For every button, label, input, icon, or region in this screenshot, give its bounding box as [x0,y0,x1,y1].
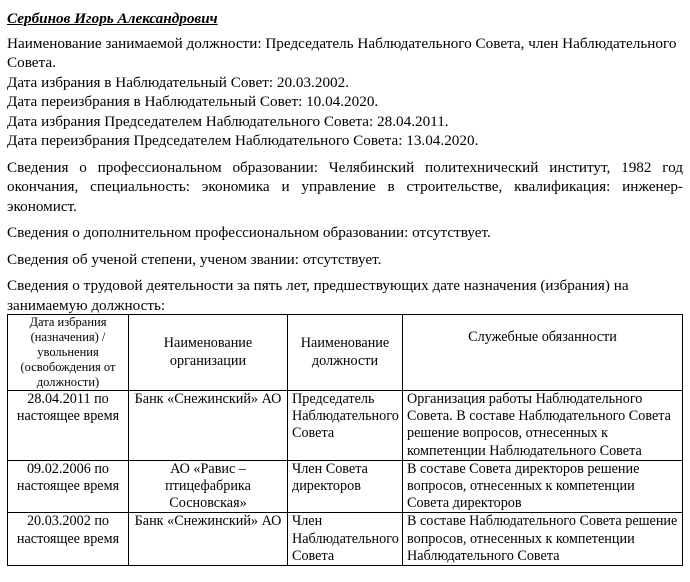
table-row [8,391,683,461]
chair-reelection-date: Дата переизбрания Председателем Наблюдательного Совета: 13.04.2020. [7,132,479,149]
work-history-intro: Сведения о трудовой деятельности за пять лет, предшествующих дате назначения (избрания) на занимаемую должность: [7,277,629,314]
person-name: Сербинов Игорь Александрович [7,10,218,27]
header-duties: Служебные обязанности [403,315,683,391]
academic-degree: Сведения об ученой степени, ученом звании: отсутствует. [7,250,382,268]
position-title: Наименование занимаемой должности: Председатель Наблюдательного Совета, член Наблюдательного Совета. [7,34,677,71]
row-date: 28.04.2011 по настоящее время [8,391,129,461]
table-row [8,460,683,513]
row-organization: Банк «Снежинский» АО [129,391,288,461]
row-position: Председатель Наблюдательного Совета [288,391,403,461]
row-duties: Организация работы Наблюдательного Совета. В составе Наблюдательного Совета решение вопросов, отнесенных к компетенции Наблюдательного Совета [403,391,683,461]
row-position: Член Совета директоров [288,460,403,513]
table-header-row [8,315,683,391]
board-election-date: Дата избрания в Наблюдательный Совет: 20.03.2002. [7,73,350,91]
row-date: 09.02.2006 по настоящее время [8,460,129,513]
row-organization: АО «Равис – птицефабрика Сосновская» [129,460,288,513]
table-row [8,513,683,566]
document-body [7,9,683,315]
header-date: Дата избрания (назначения) / увольнения (освобождения от должности) [8,315,129,391]
row-date: 20.03.2002 по настоящее время [8,513,129,566]
row-duties: В составе Наблюдательного Совета решение вопросов, отнесенных к компетенции Наблюдательного Совета [403,513,683,566]
row-organization: Банк «Снежинский» АО [129,513,288,566]
header-organization: Наименование организации [129,315,288,391]
chair-election-date: Дата избрания Председателем Наблюдательного Совета: 28.04.2011. [7,112,449,130]
work-history-table [7,314,683,566]
header-position: Наименование должности [288,315,403,391]
additional-education: Сведения о дополнительном профессиональном образовании: отсутствует. [7,224,491,241]
professional-education: Сведения о профессиональном образовании: Челябинский политехнический институт, 1982 год окончания, специальность: экономика и управление в строительстве, квалификация: инженер-экономист. [7,158,683,215]
row-duties: В составе Совета директоров решение вопросов, отнесенных к компетенции Совета директоров [403,460,683,513]
row-position: Член Наблюдательного Совета [288,513,403,566]
board-reelection-date: Дата переизбрания в Наблюдательный Совет: 10.04.2020. [7,93,379,110]
